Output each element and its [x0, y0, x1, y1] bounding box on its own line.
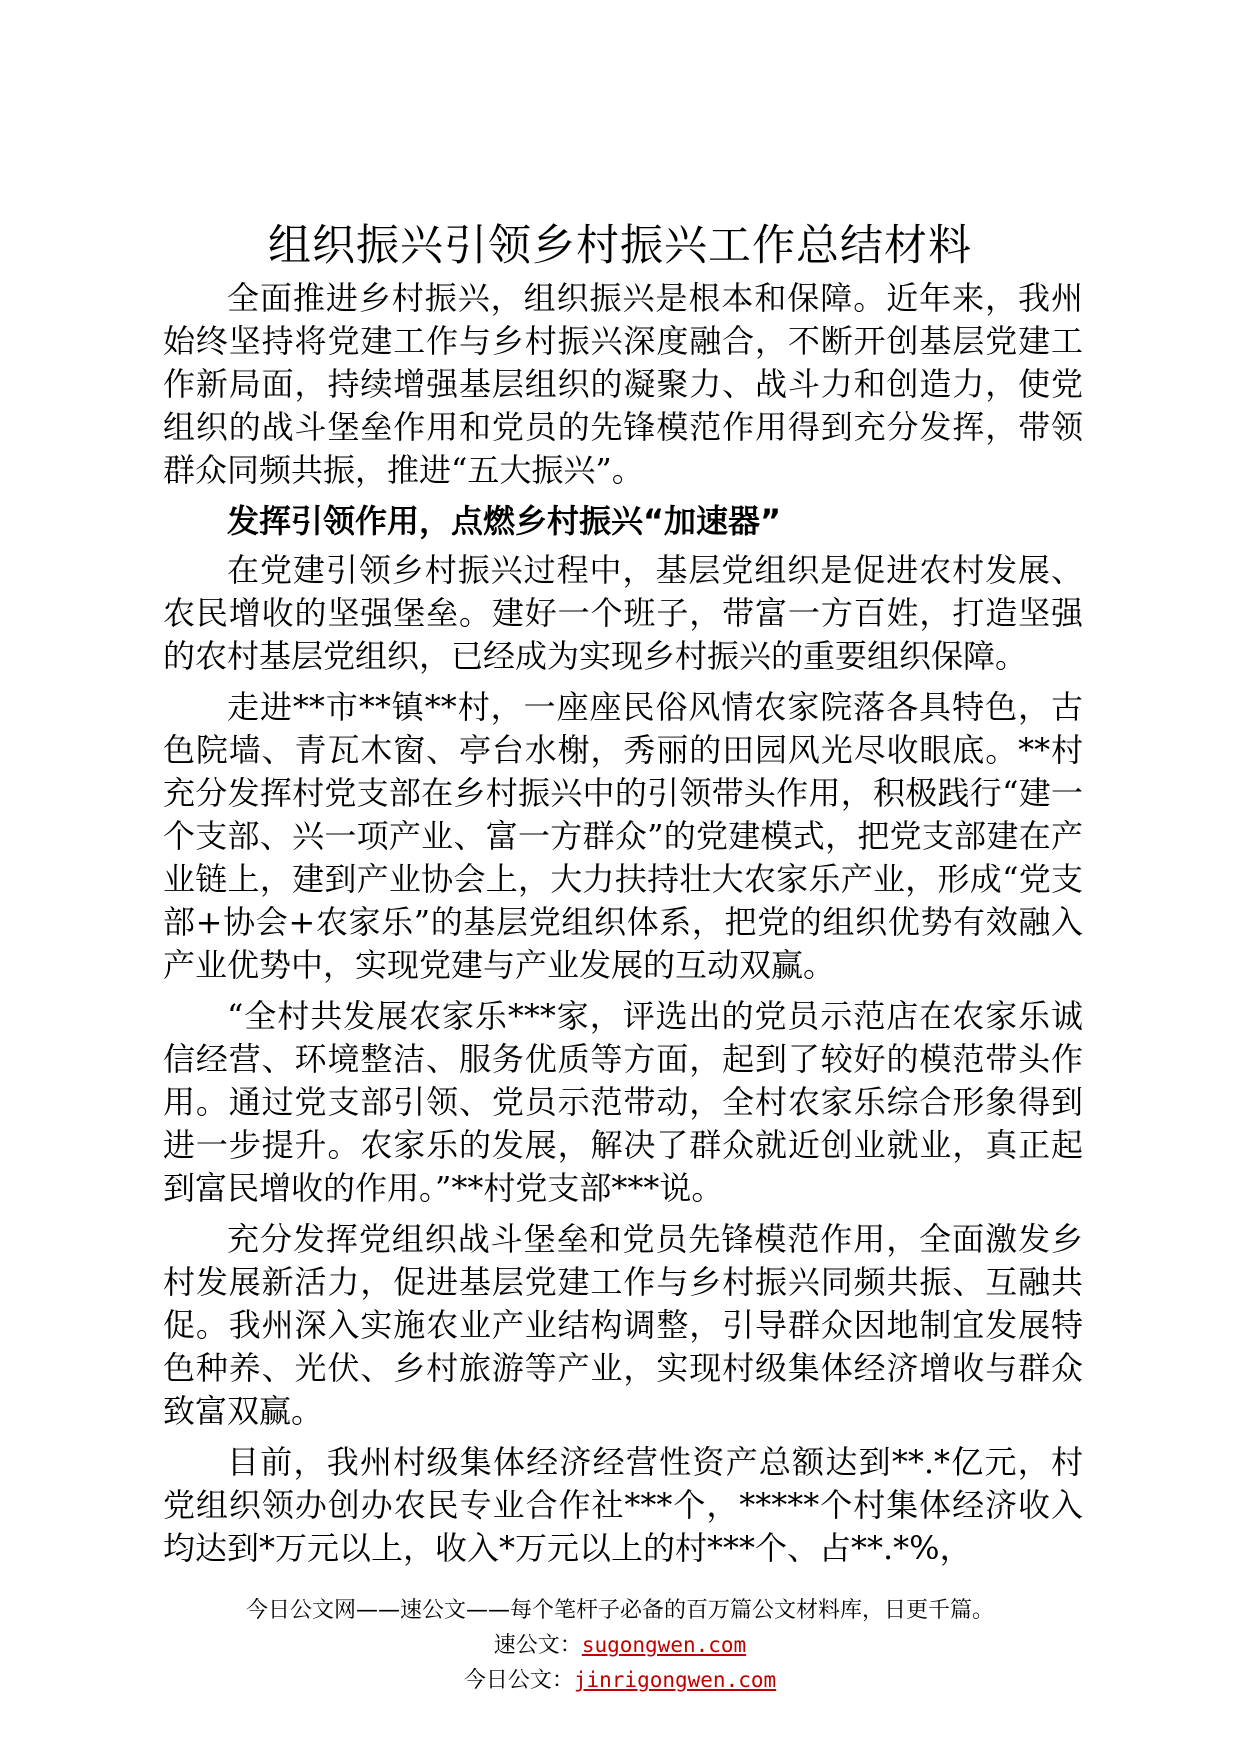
- footer-line-jinrigongwen: [0, 1663, 1240, 1698]
- paragraph-intro: 全面推进乡村振兴，组织振兴是根本和保障。近年来，我州始终坚持将党建工作与乡村振兴深度融合，不断开创基层党建工作新局面，持续增强基层组织的凝聚力、战斗力和创造力，使党组织的战斗堡垒作用和党员的先锋模范作用得到充分发挥，带领群众同频共振，推进“五大振兴”。: [163, 279, 1083, 489]
- paragraph-vitality: 充分发挥党组织战斗堡垒和党员先锋模范作用，全面激发乡村发展新活力，促进基层党建工作与乡村振兴同频共振、互融共促。我州深入实施农业产业结构调整，引导群众因地制宜发展特色种养、光伏、乡村旅游等产业，实现村级集体经济增收与群众致富双赢。: [163, 1220, 1083, 1430]
- sugongwen-link[interactable]: sugongwen.com: [581, 1633, 747, 1657]
- document-title: 组织振兴引领乡村振兴工作总结材料: [268, 221, 972, 271]
- section-heading: 发挥引领作用，点燃乡村振兴“加速器”: [227, 502, 782, 540]
- document-body: [163, 277, 1083, 1578]
- footer-label-sugongwen: 速公文：: [493, 1633, 582, 1658]
- footer-label-jinrigongwen: 今日公文：: [463, 1668, 574, 1693]
- paragraph-statistics: 目前，我州村级集体经济经营性资产总额达到**.*亿元，村党组织领办创办农民专业合作社***个，*****个村集体经济收入均达到*万元以上，收入*万元以上的村***个、占**.*%，: [163, 1443, 1083, 1567]
- jinrigongwen-link[interactable]: jinrigongwen.com: [573, 1668, 777, 1692]
- footer-line-sugongwen: [0, 1628, 1240, 1663]
- page-footer: [0, 1594, 1240, 1698]
- paragraph-village-example: 走进**市**镇**村，一座座民俗风情农家院落各具特色，古色院墙、青瓦木窗、亭台水榭，秀丽的田园风光尽收眼底。**村充分发挥村党支部在乡村振兴中的引领带头作用，积极践行“建一个支部、兴一项产业、富一方群众”的党建模式，把党支部建在产业链上，建到产业协会上，大力扶持壮大农家乐产业，形成“党支部+协会+农家乐”的基层党组织体系，把党的组织优势有效融入产业优势中，实现党建与产业发展的互动双赢。: [163, 688, 1083, 984]
- footer-tagline: 今日公文网——速公文——每个笔杆子必备的百万篇公文材料库，日更千篇。: [245, 1598, 994, 1623]
- paragraph-quote: “全村共发展农家乐***家，评选出的党员示范店在农家乐诚信经营、环境整洁、服务优质等方面，起到了较好的模范带头作用。通过党支部引领、党员示范带动，全村农家乐综合形象得到进一步提升。农家乐的发展，解决了群众就近创业就业，真正起到富民增收的作用。”**村党支部***说。: [163, 997, 1083, 1207]
- paragraph-party-building: 在党建引领乡村振兴过程中，基层党组织是促进农村发展、农民增收的坚强堡垒。建好一个班子，带富一方百姓，打造坚强的农村基层党组织，已经成为实现乡村振兴的重要组织保障。: [163, 551, 1083, 675]
